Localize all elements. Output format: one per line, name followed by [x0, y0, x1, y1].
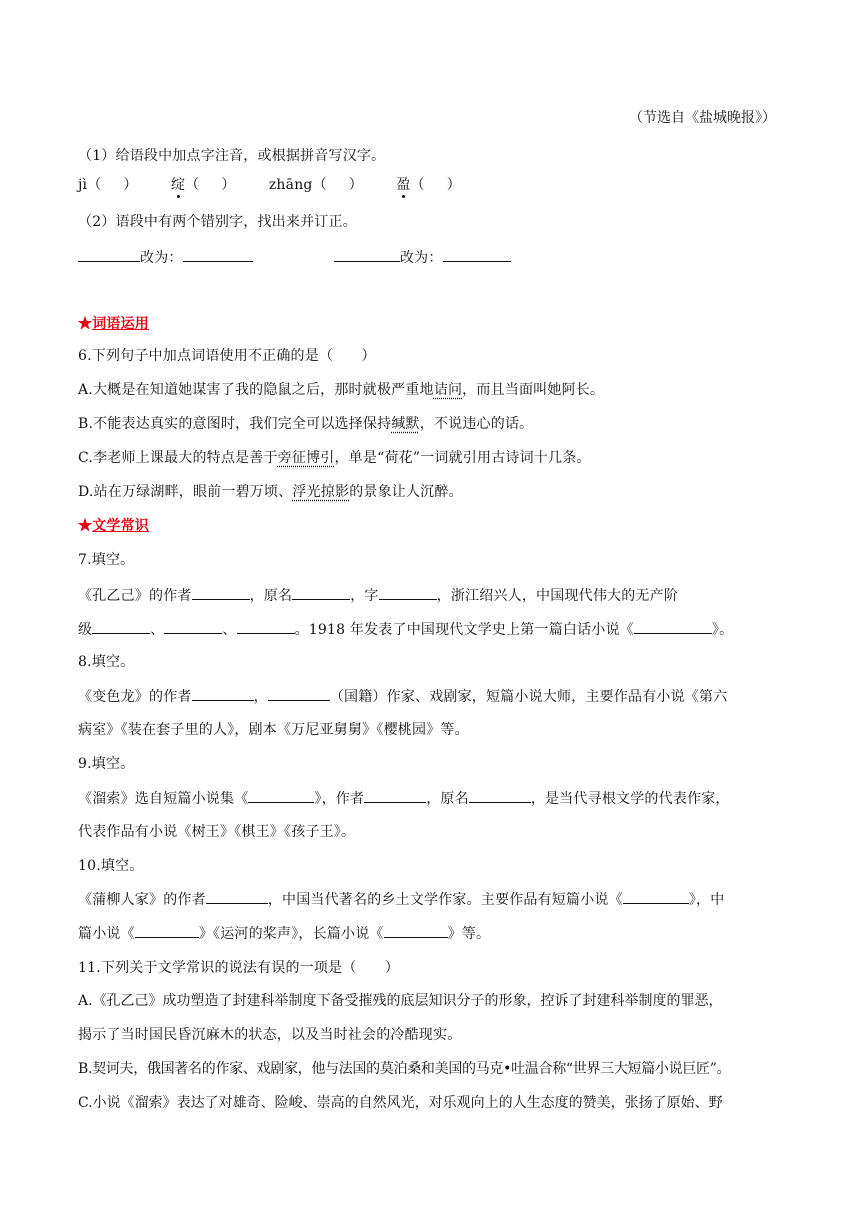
pinyin-item-3: zhāng（ ）	[268, 177, 363, 193]
star-icon: ★	[78, 316, 93, 332]
q10-stem: 10.填空。	[78, 858, 144, 874]
q7-stem: 7.填空。	[78, 552, 135, 568]
dotted-word: 诘问	[433, 382, 463, 398]
q7-line1: 《孔乙己》的作者 ，原名 ，字 ，浙江绍兴人，中国现代伟大的无产阶	[78, 585, 678, 606]
section-heading-literature: ★文学常识	[78, 518, 150, 534]
answer-blank[interactable]	[135, 923, 199, 938]
q5-sub1: （1）给语段中加点字注音，或根据拼音写汉字。	[78, 148, 386, 164]
answer-blank[interactable]	[78, 247, 140, 262]
answer-blank[interactable]	[268, 686, 330, 701]
q9-line1: 《溜索》选自短篇小说集《 》，作者 ，原名 ，是当代寻根文学的代表作家，	[78, 788, 730, 809]
q10-line1: 《蒲柳人家》的作者 ，中国当代著名的乡土文学作家。主要作品有短篇小说《 》，中	[78, 889, 724, 910]
dotted-word: 浮光掠影	[292, 484, 350, 500]
q11-option-b: B.契诃夫，俄国著名的作家、戏剧家，他与法国的莫泊桑和美国的马克•吐温合称“世界三大短篇小说巨匠”。	[78, 1061, 731, 1077]
answer-blank[interactable]	[183, 247, 253, 262]
answer-blank[interactable]	[206, 889, 268, 904]
q11-stem: 11.下列关于文学常识的说法有误的一项是（ ）	[78, 960, 400, 976]
answer-blank[interactable]	[164, 619, 222, 634]
q10-line2: 篇小说《 》《运河的桨声》，长篇小说《 》等。	[78, 923, 490, 944]
answer-blank[interactable]	[469, 788, 531, 803]
answer-blank[interactable]	[192, 686, 254, 701]
q6-option-a: A.大概是在知道她谋害了我的隐鼠之后，那时就极严重地诘问，而且当面叫她阿长。	[78, 382, 605, 398]
answer-blank[interactable]	[364, 788, 426, 803]
pinyin-item-2: 绽（ ）	[170, 177, 236, 193]
q9-line2: 代表作品有小说《树王》《棋王》《孩子王》。	[78, 824, 356, 840]
pinyin-item-4: 盈（ ）	[396, 177, 461, 193]
q6-stem: 6.下列句子中加点词语使用不正确的是（ ）	[78, 348, 376, 364]
q11-option-a-line1: A.《孔乙己》成功塑造了封建科举制度下备受摧残的底层知识分子的形象，控诉了封建科举制度的罪恶，	[78, 993, 723, 1009]
q8-line2: 病室》《装在套子里的人》，剧本《万尼亚舅舅》《樱桃园》等。	[78, 722, 469, 738]
q5-correction-row: 改为： 改为：	[78, 247, 511, 268]
answer-blank[interactable]	[192, 585, 250, 600]
q6-option-d: D.站在万绿湖畔，眼前一碧万顷、浮光掠影的景象让人沉醉。	[78, 484, 463, 500]
answer-blank[interactable]	[92, 619, 150, 634]
q11-option-a-line2: 揭示了当时国民昏沉麻木的状态，以及当时社会的冷酷现实。	[78, 1027, 462, 1043]
pinyin-item-1: jì（ ）	[78, 177, 138, 193]
answer-blank[interactable]	[248, 788, 314, 803]
answer-blank[interactable]	[443, 247, 511, 262]
answer-blank[interactable]	[237, 619, 295, 634]
star-icon: ★	[78, 518, 93, 534]
answer-blank[interactable]	[623, 889, 689, 904]
q7-line2: 级 、 、 。1918 年发表了中国现代文学史上第一篇白话小说《 》。	[78, 619, 733, 640]
source-citation: （节选自《盐城晚报》）	[629, 110, 776, 126]
answer-blank[interactable]	[634, 619, 712, 634]
q9-stem: 9.填空。	[78, 756, 135, 772]
q6-option-c: C.李老师上课最大的特点是善于旁征博引，单是“荷花”一词就引用古诗词十几条。	[78, 450, 591, 466]
answer-blank[interactable]	[292, 585, 350, 600]
q11-option-c: C.小说《溜索》表达了对雄奇、险峻、崇高的自然风光，对乐观向上的人生态度的赞美，张扬了原始、野	[78, 1095, 723, 1111]
q8-stem: 8.填空。	[78, 654, 135, 670]
q5-sub2: （2）语段中有两个错别字，找出来并订正。	[78, 214, 357, 230]
answer-blank[interactable]	[334, 247, 400, 262]
answer-blank[interactable]	[384, 923, 448, 938]
dotted-word: 缄默	[391, 416, 420, 432]
q5-pinyin-row	[78, 175, 461, 195]
section-heading-word-usage: ★词语运用	[78, 316, 150, 332]
answer-blank[interactable]	[379, 585, 437, 600]
dotted-word: 旁征博引	[277, 450, 335, 466]
q6-option-b: B.不能表达真实的意图时，我们完全可以选择保持缄默，不说违心的话。	[78, 416, 534, 432]
q8-line1: 《变色龙》的作者 ， （国籍）作家、戏剧家，短篇小说大师，主要作品有小说《第六	[78, 686, 727, 707]
